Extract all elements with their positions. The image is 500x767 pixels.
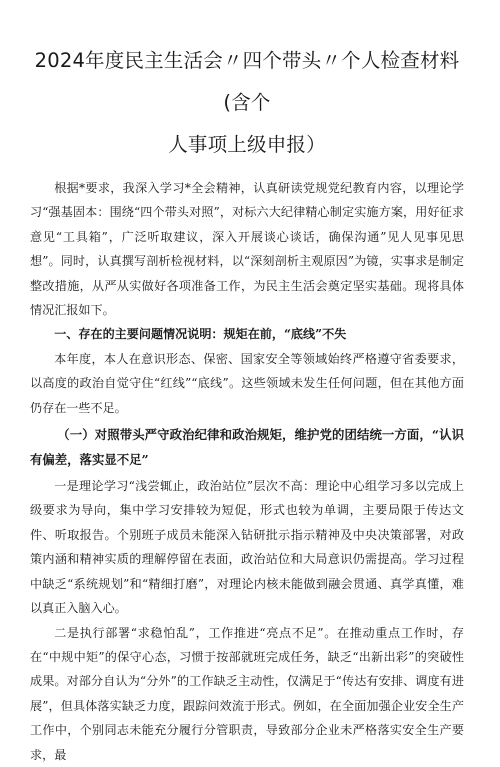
body-paragraph: 一是理论学习“浅尝辄止，政治站位”层次不高：理论中心组学习多以完成上级要求为导向，集中学习安排较为短促，形式也较为单调，主要局限于传达文件、听取报告。个别班子成员未能深入钻研批示指示精神及中央决策部署，对政策内涵和精神实质的理解停留在表面，政治站位和大局意识仍需提高。学习过程中缺乏“系统规划”和“精细打磨”，对理论内核未能做到融会贯通、真学真懂，难以真正入脑入心。: [30, 479, 464, 616]
document-body: [30, 176, 464, 767]
title-line-1: 2024年度民主生活会〃四个带头〃个人检查材料(含个: [34, 49, 460, 114]
body-paragraph: 本年度，本人在意识形态、保密、国家安全等领域始终严格遵守省委要求，以高度的政治自觉守住“红线”“底线”。这些领域未发生任何问题，但在其他方面仍存在一些不足。: [30, 351, 464, 415]
body-paragraph: 二是执行部署“求稳怕乱”，工作推进“亮点不足”。在推动重点工作时，存在“中规中矩”的保守心态，习惯于按部就班完成任务，缺乏“出新出彩”的突破性成果。对部分自认为“分外”的工作缺乏主动性，仅满足于“传达有安排、调度有进展”，但具体落实缺乏力度，跟踪问效流于形式。例如，在全面加强企业安全生产工作中，个别同志未能充分履行分管职责，导致部分企业未严格落实安全生产要求，最: [30, 625, 464, 762]
title-line-2: 人事项上级申报）: [168, 133, 326, 156]
section-heading: 一、存在的主要问题情况说明：规矩在前，“底线”不失: [54, 327, 347, 342]
intro-paragraph: 根据*要求，我深入学习*全会精神，认真研读党规党纪教育内容，以理论学习“强基固本：围绕“四个带头对照”，对标六大纪律精心制定实施方案，用好征求意见“工具箱”，广泛听取建议，深入开展谈心谈话，确保沟通”见人见事见思想”。同时，认真撰写剖析检视材料，以“深刻剖析主观原因”为镜，实事求是制定整改措施，从严从实做好各项准备工作，为民主生活会奠定坚实基础。现将具体情况汇报如下。: [30, 181, 464, 318]
subsection-heading: （一）对照带头严守政治纪律和政治规矩，维护党的团结统一方面，“认识有偏差，落实显不足”: [30, 427, 464, 468]
document-title: [30, 0, 464, 166]
